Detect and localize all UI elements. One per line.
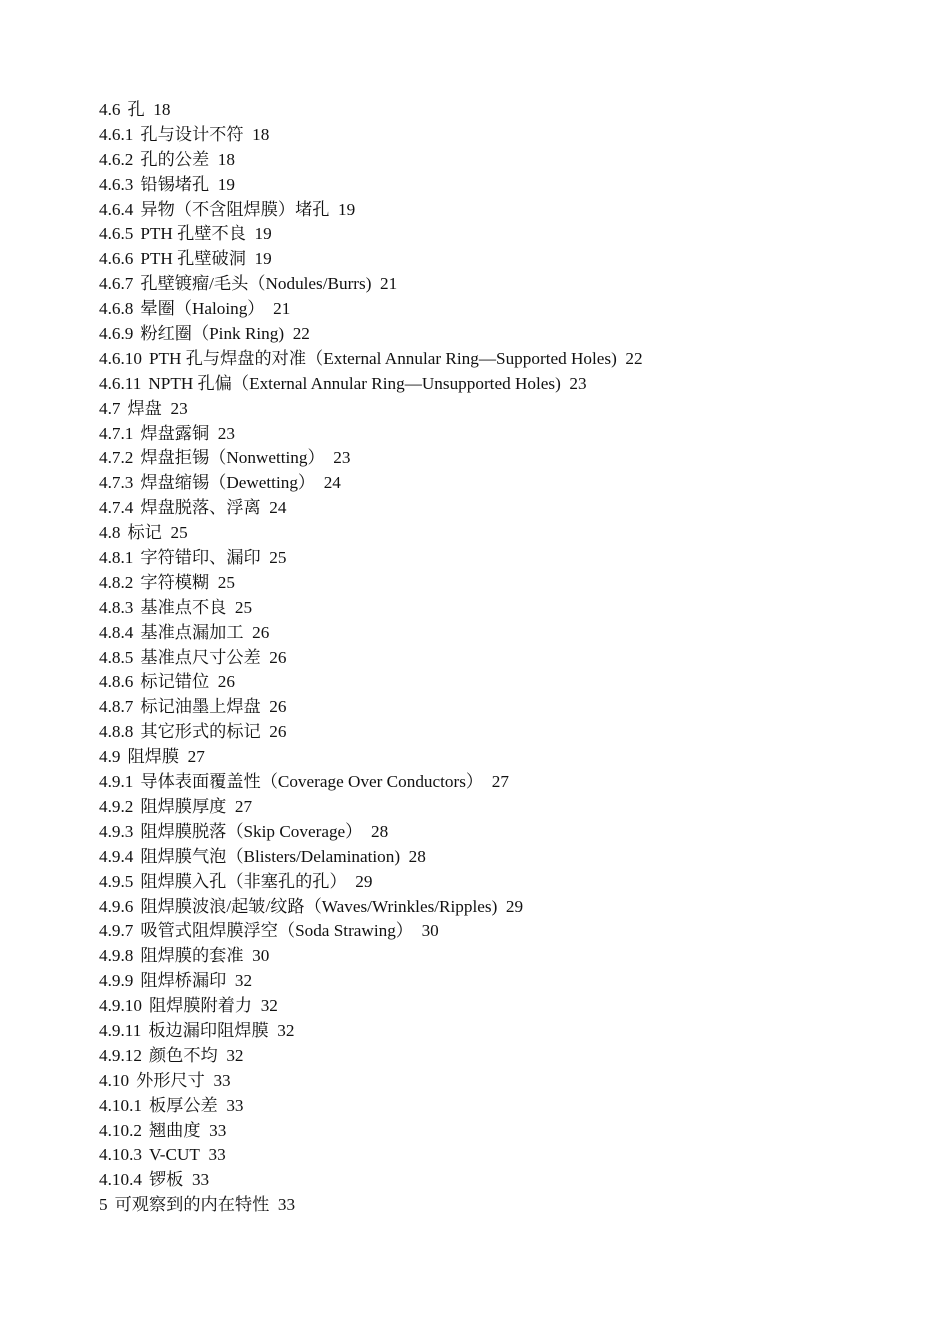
- toc-entry[interactable]: [99, 546, 919, 571]
- toc-entry-title: 粉红圈（Pink Ring): [140, 324, 285, 344]
- toc-entry[interactable]: [99, 347, 919, 372]
- toc-entry[interactable]: [99, 870, 919, 895]
- toc-entry[interactable]: [99, 1119, 919, 1144]
- toc-entry-title: NPTH 孔偏（External Annular Ring—Unsupported Holes): [148, 373, 561, 393]
- toc-entry-title: 标记: [127, 523, 162, 543]
- toc-entry-number: 5: [99, 1195, 108, 1215]
- toc-entry[interactable]: [99, 1193, 919, 1218]
- toc-entry-page-number: 33: [213, 1070, 231, 1090]
- toc-entry-title: 板厚公差: [148, 1095, 218, 1115]
- toc-entry-page-number: 26: [269, 722, 287, 742]
- toc-entry-page-number: 30: [421, 921, 439, 941]
- toc-entry-page-number: 33: [226, 1095, 244, 1115]
- toc-entry-title: 阻焊膜的套准: [140, 946, 244, 966]
- toc-entry-number: 4.9.3: [99, 821, 134, 841]
- toc-entry[interactable]: [99, 173, 919, 198]
- toc-entry-page-number: 33: [191, 1170, 210, 1190]
- toc-entry-title: 吸管式阻焊膜浮空（Soda Strawing）: [140, 921, 413, 941]
- toc-entry[interactable]: [99, 994, 919, 1019]
- toc-entry-page-number: 26: [217, 672, 235, 692]
- toc-entry-number: 4.6.7: [99, 274, 134, 294]
- toc-entry[interactable]: [99, 1168, 919, 1193]
- toc-entry-page-number: 28: [370, 821, 389, 841]
- toc-entry-title: PTH 孔壁破洞: [140, 249, 246, 269]
- toc-entry-title: 其它形式的标记: [140, 722, 261, 742]
- toc-entry-title: 字符错印、漏印: [140, 548, 261, 568]
- toc-entry-title: 焊盘露铜: [140, 423, 210, 443]
- toc-entry-number: 4.9.8: [99, 946, 134, 966]
- toc-entry-title: 铅锡堵孔: [140, 174, 210, 194]
- toc-entry-title: 外形尺寸: [136, 1070, 205, 1090]
- toc-entry-title: 阻焊膜附着力: [148, 996, 253, 1016]
- toc-entry-title: 孔壁镀瘤/毛头（Nodules/Burrs): [140, 274, 372, 294]
- toc-entry-page-number: 19: [338, 199, 356, 219]
- toc-entry[interactable]: [99, 322, 919, 347]
- toc-entry-title: 阻焊桥漏印: [140, 971, 227, 991]
- toc-entry[interactable]: [99, 1069, 919, 1094]
- toc-entry-page-number: 23: [333, 448, 351, 468]
- toc-entry-number: 4.9.11: [99, 1020, 142, 1040]
- toc-entry-number: 4.7: [99, 398, 121, 418]
- toc-entry-title: 阻焊膜脱落（Skip Coverage）: [140, 821, 363, 841]
- toc-entry-title: 基准点不良: [140, 597, 227, 617]
- toc-entry-page-number: 32: [260, 996, 278, 1016]
- toc-entry-title: 阻焊膜: [127, 747, 180, 767]
- toc-entry-number: 4.8.1: [99, 548, 134, 568]
- toc-entry-title: 异物（不含阻焊膜）堵孔: [140, 199, 330, 219]
- toc-entry[interactable]: [99, 670, 919, 695]
- toc-entry[interactable]: [99, 422, 919, 447]
- toc-entry[interactable]: [99, 397, 919, 422]
- toc-entry-number: 4.10: [99, 1070, 130, 1090]
- toc-entry-number: 4.8.8: [99, 722, 134, 742]
- toc-entry-number: 4.8: [99, 523, 121, 543]
- toc-entry-title: 翘曲度: [148, 1120, 201, 1140]
- toc-entry-title: 孔: [127, 100, 145, 119]
- toc-entry-page-number: 26: [252, 622, 270, 642]
- toc-entry-number: 4.10.4: [99, 1170, 142, 1190]
- toc-entry-number: 4.9: [99, 747, 121, 767]
- toc-entry[interactable]: [99, 123, 919, 148]
- toc-entry-number: 4.10.1: [99, 1095, 142, 1115]
- toc-entry-title: 标记错位: [140, 672, 210, 692]
- toc-entry[interactable]: [99, 98, 919, 123]
- toc-entry-number: 4.6.6: [99, 249, 134, 269]
- toc-entry-number: 4.6.5: [99, 224, 134, 244]
- toc-entry-title: 颜色不均: [148, 1045, 218, 1065]
- toc-entry[interactable]: [99, 1143, 919, 1168]
- toc-entry-page-number: 25: [234, 597, 253, 617]
- toc-entry-title: 阻焊膜波浪/起皱/纹路（Waves/Wrinkles/Ripples): [140, 896, 498, 916]
- toc-entry[interactable]: [99, 247, 919, 272]
- toc-entry-page-number: 21: [380, 274, 398, 294]
- toc-entry-page-number: 32: [277, 1020, 295, 1040]
- toc-entry-page-number: 33: [208, 1145, 226, 1165]
- toc-entry-number: 4.9.2: [99, 796, 134, 816]
- toc-entry-page-number: 33: [209, 1120, 227, 1140]
- toc-entry-page-number: 29: [505, 896, 524, 916]
- toc-entry-page-number: 28: [408, 846, 426, 866]
- toc-entry[interactable]: [99, 198, 919, 223]
- toc-entry[interactable]: [99, 571, 919, 596]
- toc-entry[interactable]: [99, 895, 919, 920]
- toc-entry[interactable]: [99, 297, 919, 322]
- toc-entry-title: 阻焊膜厚度: [140, 796, 227, 816]
- toc-entry-title: 基准点漏加工: [140, 622, 244, 642]
- toc-entry-page-number: 32: [234, 971, 253, 991]
- toc-entry-page-number: 23: [170, 398, 188, 418]
- toc-entry[interactable]: [99, 1094, 919, 1119]
- toc-entry[interactable]: [99, 745, 919, 770]
- toc-entry-page-number: 33: [277, 1195, 296, 1215]
- toc-entry-title: PTH 孔与焊盘的对准（External Annular Ring—Supported Holes): [148, 348, 617, 368]
- toc-entry[interactable]: [99, 1019, 919, 1044]
- toc-entry-page-number: 23: [217, 423, 235, 443]
- toc-entry-title: 板边漏印阻焊膜: [148, 1020, 269, 1040]
- toc-entry-number: 4.9.4: [99, 846, 134, 866]
- toc-entry-page-number: 24: [323, 473, 341, 493]
- toc-entry-title: 标记油墨上焊盘: [140, 697, 261, 717]
- toc-entry-title: 可观察到的内在特性: [114, 1195, 270, 1215]
- toc-entry-number: 4.6.11: [99, 373, 142, 393]
- toc-entry-title: 阻焊膜气泡（Blisters/Delamination): [140, 846, 401, 866]
- toc-entry[interactable]: [99, 471, 919, 496]
- toc-entry-number: 4.9.1: [99, 772, 134, 792]
- toc-entry-number: 4.9.12: [99, 1045, 142, 1065]
- toc-entry-number: 4.6.3: [99, 174, 134, 194]
- toc-entry-page-number: 27: [187, 747, 205, 767]
- toc-entry-title: 焊盘缩锡（Dewetting）: [140, 473, 316, 493]
- toc-entry-title: 晕圈（Haloing）: [140, 299, 265, 319]
- toc-entry-page-number: 23: [569, 373, 587, 393]
- toc-entry-title: 基准点尺寸公差: [140, 647, 261, 667]
- toc-entry-page-number: 18: [153, 100, 171, 119]
- toc-entry-page-number: 22: [292, 324, 310, 344]
- toc-entry-number: 4.9.6: [99, 896, 134, 916]
- toc-entry[interactable]: [99, 919, 919, 944]
- toc-entry-page-number: 26: [269, 647, 287, 667]
- toc-entry[interactable]: [99, 1044, 919, 1069]
- toc-entry-number: 4.8.2: [99, 572, 134, 592]
- toc-entry-title: 孔的公差: [140, 149, 210, 169]
- toc-entry-number: 4.6.4: [99, 199, 134, 219]
- toc-entry-title: 锣板: [148, 1170, 184, 1190]
- toc-entry-number: 4.8.5: [99, 647, 134, 667]
- toc-entry[interactable]: [99, 646, 919, 671]
- toc-entry-page-number: 19: [217, 174, 235, 194]
- toc-entry[interactable]: [99, 720, 919, 745]
- toc-entry-number: 4.7.1: [99, 423, 134, 443]
- toc-entry-page-number: 25: [269, 548, 287, 568]
- toc-entry-title: 导体表面覆盖性（Coverage Over Conductors）: [140, 772, 484, 792]
- toc-entry-title: PTH 孔壁不良: [140, 224, 246, 244]
- toc-entry-page-number: 26: [269, 697, 287, 717]
- table-of-contents: [99, 98, 919, 1218]
- toc-entry-number: 4.6: [99, 100, 121, 119]
- toc-entry-page-number: 27: [234, 796, 253, 816]
- toc-entry-title: 焊盘: [127, 398, 162, 418]
- toc-entry-title: 字符模糊: [140, 572, 210, 592]
- toc-entry-page-number: 18: [217, 149, 235, 169]
- toc-entry[interactable]: [99, 770, 919, 795]
- toc-entry-number: 4.9.5: [99, 871, 134, 891]
- toc-entry-page-number: 21: [273, 299, 291, 319]
- toc-entry-number: 4.6.8: [99, 299, 134, 319]
- toc-entry[interactable]: [99, 969, 919, 994]
- toc-entry-page-number: 25: [170, 523, 188, 543]
- toc-entry-number: 4.6.10: [99, 348, 142, 368]
- toc-entry[interactable]: [99, 496, 919, 521]
- toc-entry-number: 4.10.3: [99, 1145, 142, 1165]
- toc-entry-page-number: 29: [355, 871, 373, 891]
- toc-entry-number: 4.9.7: [99, 921, 134, 941]
- toc-entry[interactable]: [99, 845, 919, 870]
- toc-entry[interactable]: [99, 820, 919, 845]
- toc-entry-page-number: 25: [217, 572, 235, 592]
- toc-entry[interactable]: [99, 795, 919, 820]
- toc-entry-page-number: 27: [491, 772, 509, 792]
- toc-entry[interactable]: [99, 446, 919, 471]
- toc-entry-title: 孔与设计不符: [140, 124, 244, 144]
- toc-entry-title: 焊盘脱落、浮离: [140, 498, 261, 518]
- toc-entry-page-number: 24: [269, 498, 287, 518]
- toc-entry-number: 4.8.3: [99, 597, 134, 617]
- toc-entry-number: 4.6.9: [99, 324, 134, 344]
- toc-entry-number: 4.7.2: [99, 448, 134, 468]
- toc-entry-number: 4.7.3: [99, 473, 134, 493]
- toc-entry-page-number: 30: [252, 946, 270, 966]
- toc-entry[interactable]: [99, 372, 919, 397]
- toc-entry-page-number: 32: [226, 1045, 244, 1065]
- toc-entry[interactable]: [99, 621, 919, 646]
- toc-entry-number: 4.8.7: [99, 697, 134, 717]
- toc-entry-page-number: 18: [252, 124, 270, 144]
- toc-entry-title: 焊盘拒锡（Nonwetting）: [140, 448, 325, 468]
- toc-entry[interactable]: [99, 944, 919, 969]
- toc-entry-title: 阻焊膜入孔（非塞孔的孔）: [140, 871, 347, 891]
- toc-entry-number: 4.6.2: [99, 149, 134, 169]
- toc-entry-number: 4.8.4: [99, 622, 134, 642]
- toc-entry-page-number: 19: [254, 249, 272, 269]
- toc-entry[interactable]: [99, 521, 919, 546]
- toc-entry-number: 4.9.9: [99, 971, 134, 991]
- toc-entry-number: 4.8.6: [99, 672, 134, 692]
- toc-entry-title: V-CUT: [148, 1145, 200, 1165]
- toc-entry[interactable]: [99, 222, 919, 247]
- toc-entry-number: 4.7.4: [99, 498, 134, 518]
- toc-entry-number: 4.10.2: [99, 1120, 142, 1140]
- toc-entry-number: 4.6.1: [99, 124, 134, 144]
- toc-entry[interactable]: [99, 695, 919, 720]
- toc-entry-page-number: 19: [254, 224, 272, 244]
- toc-entry-page-number: 22: [625, 348, 643, 368]
- toc-entry[interactable]: [99, 596, 919, 621]
- toc-entry[interactable]: [99, 272, 919, 297]
- toc-entry[interactable]: [99, 148, 919, 173]
- toc-entry-number: 4.9.10: [99, 996, 142, 1016]
